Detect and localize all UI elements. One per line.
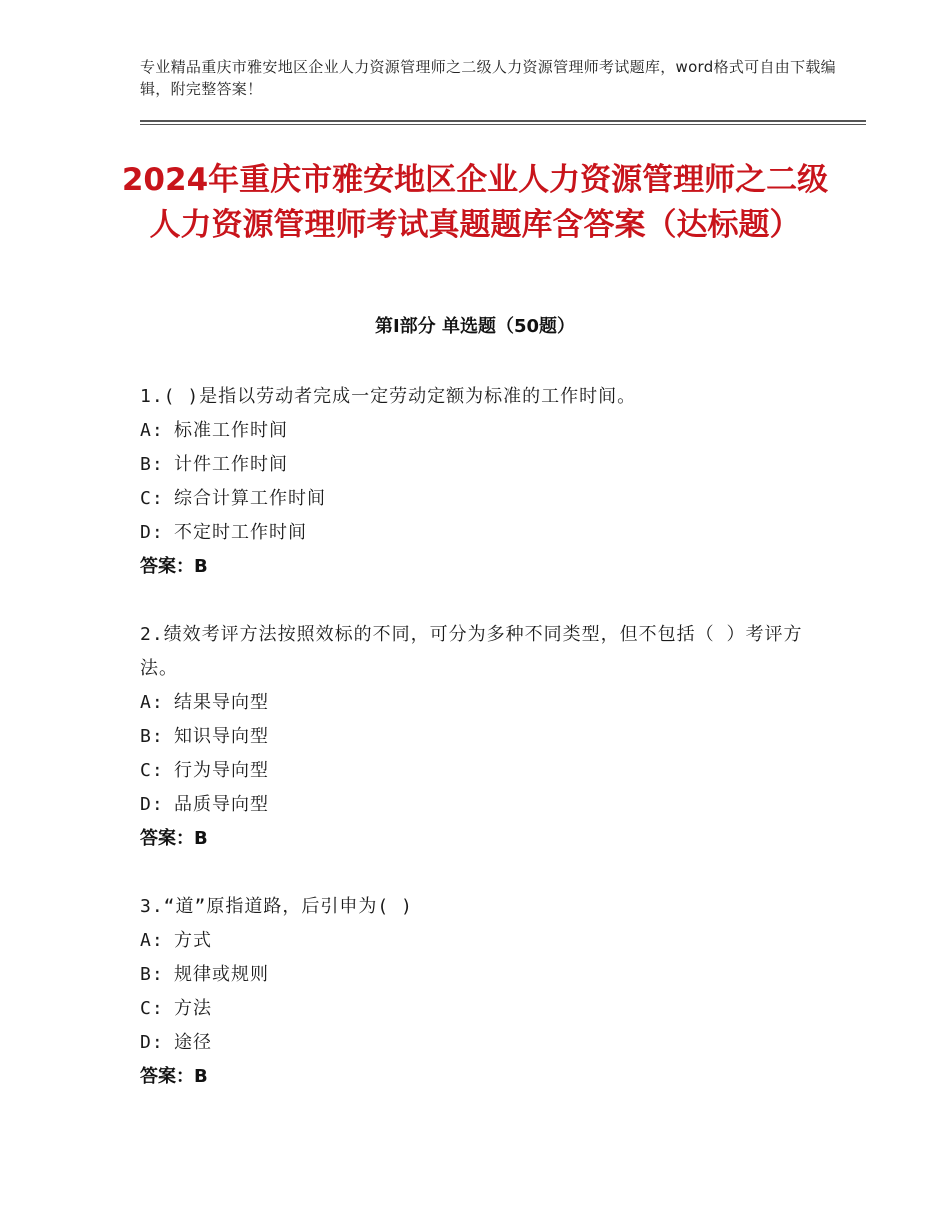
option-d xyxy=(140,1026,810,1060)
option-key: D: xyxy=(140,794,164,815)
option-d xyxy=(140,788,810,822)
option-key: B: xyxy=(140,964,164,985)
option-c xyxy=(140,992,810,1026)
option-key: A: xyxy=(140,930,164,951)
option-c xyxy=(140,482,810,516)
option-key: B: xyxy=(140,454,164,475)
option-a xyxy=(140,686,810,720)
option-key: B: xyxy=(140,726,164,747)
option-text: 不定时工作时间 xyxy=(174,522,307,543)
option-b xyxy=(140,720,810,754)
option-key: C: xyxy=(140,998,164,1019)
option-key: C: xyxy=(140,760,164,781)
question-stem: 1.( )是指以劳动者完成一定劳动定额为标准的工作时间。 xyxy=(140,386,637,407)
option-text: 规律或规则 xyxy=(174,964,269,985)
option-key: A: xyxy=(140,420,164,441)
option-text: 综合计算工作时间 xyxy=(174,488,326,509)
section-title: 第Ⅰ部分 单选题（50题） xyxy=(374,316,575,337)
option-text: 计件工作时间 xyxy=(174,454,288,475)
option-key: C: xyxy=(140,488,164,509)
option-key: D: xyxy=(140,522,164,543)
header-divider xyxy=(140,120,866,122)
question-3 xyxy=(140,890,810,1094)
option-text: 标准工作时间 xyxy=(174,420,288,441)
option-a xyxy=(140,414,810,448)
option-b xyxy=(140,448,810,482)
answer-line: 答案：B xyxy=(140,1066,208,1087)
question-2 xyxy=(140,618,810,856)
option-b xyxy=(140,958,810,992)
option-d xyxy=(140,516,810,550)
option-a xyxy=(140,924,810,958)
option-text: 行为导向型 xyxy=(174,760,269,781)
option-c xyxy=(140,754,810,788)
option-text: 结果导向型 xyxy=(174,692,269,713)
answer-line: 答案：B xyxy=(140,828,208,849)
header-note: 专业精品重庆市雅安地区企业人力资源管理师之二级人力资源管理师考试题库，word格式可自由下载编辑，附完整答案！ xyxy=(140,58,836,98)
option-text: 方法 xyxy=(174,998,212,1019)
question-1 xyxy=(140,380,810,584)
option-text: 知识导向型 xyxy=(174,726,269,747)
answer-line: 答案：B xyxy=(140,556,208,577)
option-text: 方式 xyxy=(174,930,212,951)
option-text: 品质导向型 xyxy=(174,794,269,815)
question-stem: 2.绩效考评方法按照效标的不同，可分为多种不同类型，但不包括（ ）考评方法。 xyxy=(140,624,803,679)
header-divider-thin xyxy=(140,124,866,125)
option-key: A: xyxy=(140,692,164,713)
document-title: 2024年重庆市雅安地区企业人力资源管理师之二级人力资源管理师考试真题题库含答案（达标题） xyxy=(121,162,829,243)
option-key: D: xyxy=(140,1032,164,1053)
question-stem: 3.“道”原指道路，后引申为( ) xyxy=(140,896,413,917)
option-text: 途径 xyxy=(174,1032,212,1053)
